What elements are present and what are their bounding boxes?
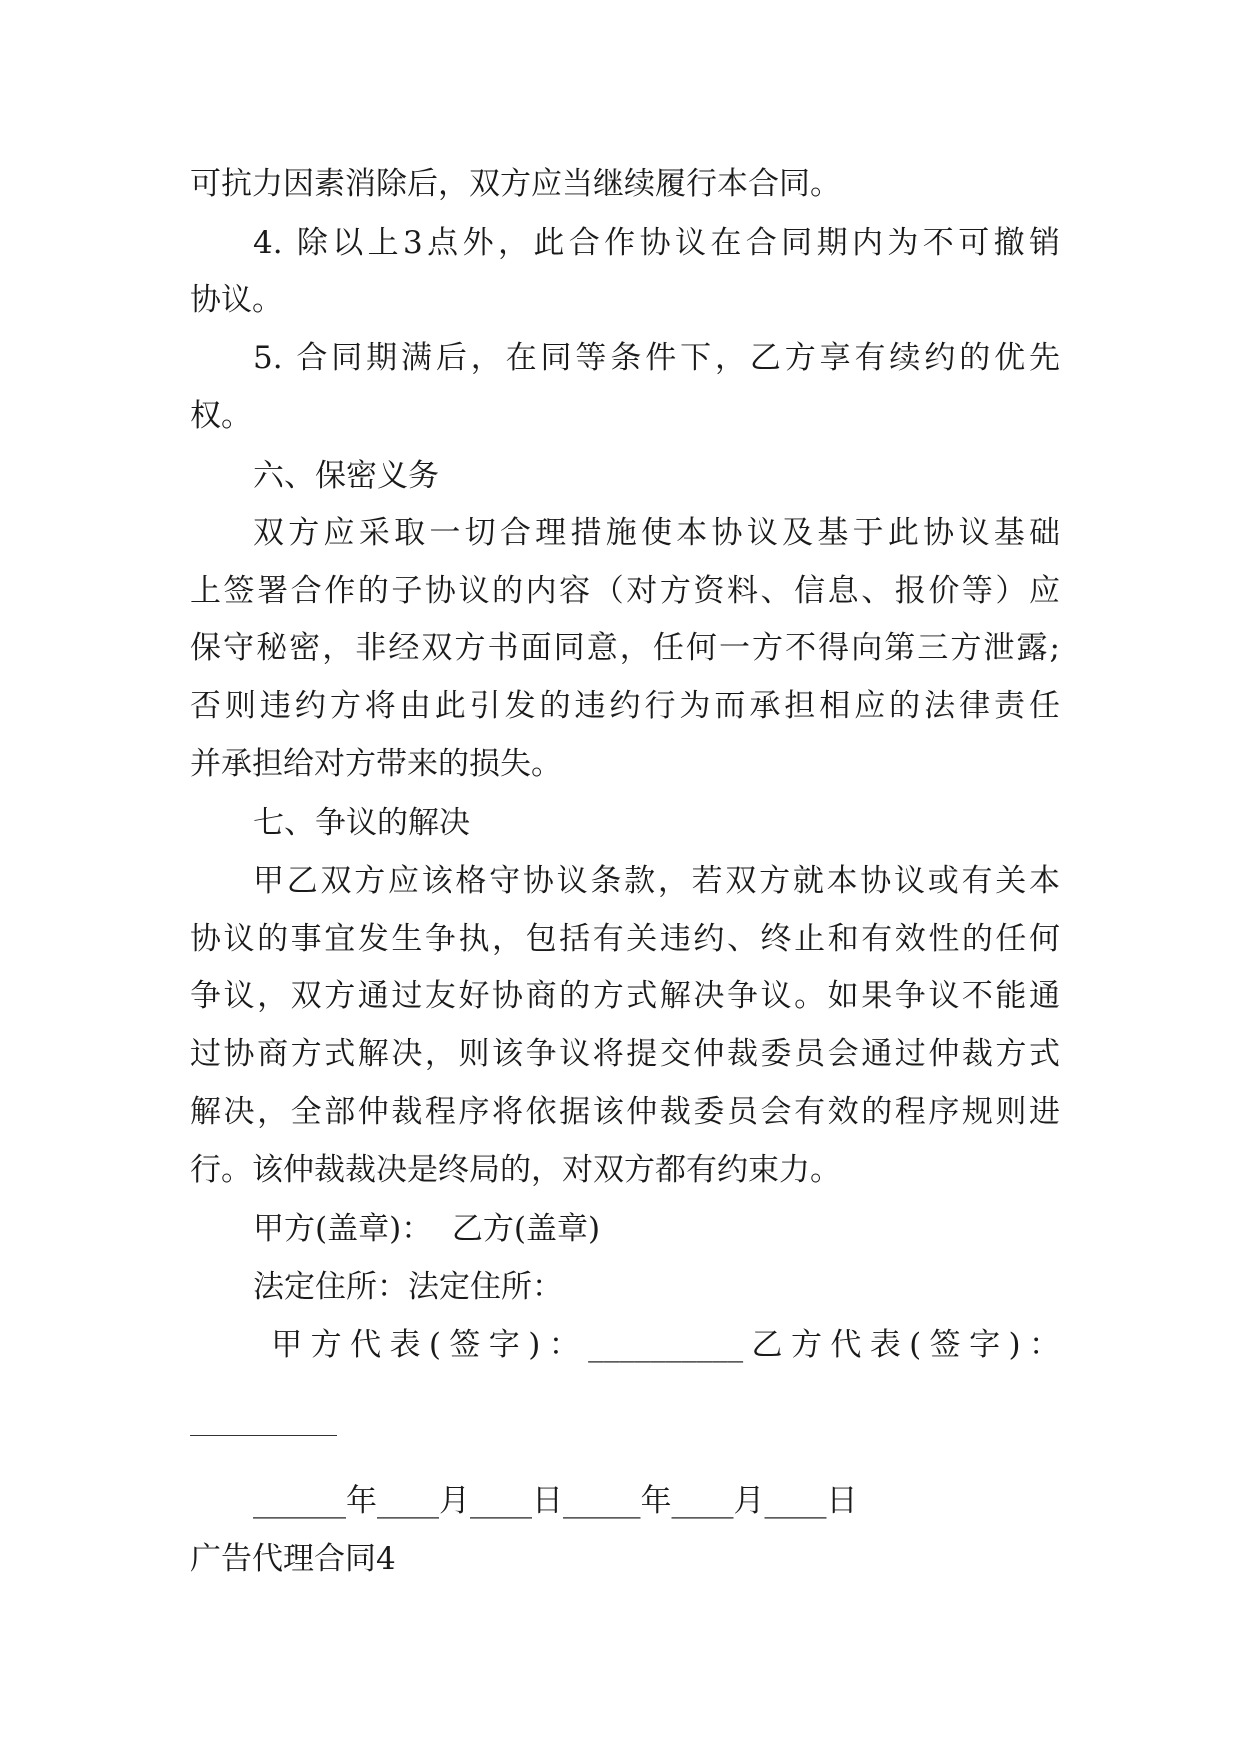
text-line: 可抗力因素消除后，双方应当继续履行本合同。 [190,166,841,202]
text-line: 解决，全部仲裁程序将依据该仲裁委员会有效的程序规则进 [190,1094,1060,1130]
text-line: 权。 [190,398,252,434]
text-line: 双方应采取一切合理措施使本协议及基于此协议基础 [253,515,1060,551]
text-line: 否则违约方将由此引发的违约行为而承担相应的法律责任 [190,688,1060,724]
section-heading: 六、保密义务 [253,458,439,494]
signature-blank-rule [190,1435,337,1436]
text-line: 行。该仲裁裁决是终局的，对双方都有约束力。 [190,1152,841,1188]
section-heading: 七、争议的解决 [253,805,470,841]
date-line: ______年____月____日_____年____月____日 [253,1483,858,1519]
text-line: 甲乙双方应该格守协议条款，若双方就本协议或有关本 [253,863,1060,899]
text-line: 保守秘密，非经双方书面同意，任何一方不得向第三方泄露; [190,630,1060,666]
text-line: 并承担给对方带来的损失。 [190,746,562,782]
next-section-title: 广告代理合同4 [190,1541,396,1577]
address-line: 法定住所：法定住所： [253,1269,563,1305]
text-line: 协议。 [190,282,283,318]
text-line: 5. 合同期满后，在同等条件下，乙方享有续约的优先 [253,340,1060,376]
text-line: 4. 除以上3点外，此合作协议在合同期内为不可撤销 [253,225,1060,261]
text-line: 过协商方式解决，则该争议将提交仲裁委员会通过仲裁方式 [190,1036,1060,1072]
representative-signature-line: 甲方代表(签字)：__________乙方代表(签字)： [253,1327,1060,1363]
text-line: 争议，双方通过友好协商的方式解决争议。如果争议不能通 [190,978,1060,1014]
seal-line: 甲方(盖章)： 乙方(盖章) [253,1211,601,1247]
text-line: 协议的事宜发生争执，包括有关违约、终止和有效性的任何 [190,921,1060,957]
text-line: 上签署合作的子协议的内容（对方资料、信息、报价等）应 [190,573,1060,609]
